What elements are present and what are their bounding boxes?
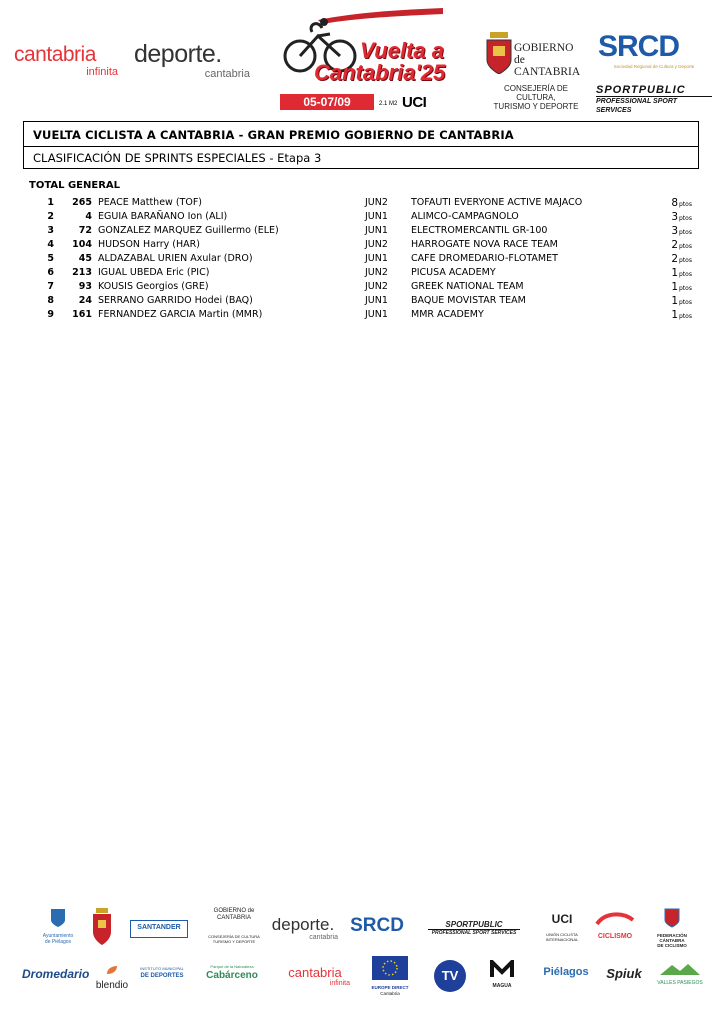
result-row: [0, 224, 724, 238]
rider-name-cell: SERRANO GARRIDO Hodei (BAQ): [98, 295, 253, 306]
pielagos-text: Piélagos: [543, 966, 589, 978]
srcd-footer-logo: [348, 914, 406, 938]
dorsal-cell: 104: [72, 239, 92, 250]
position-cell: 2: [47, 211, 54, 222]
uci-footer-logo: [540, 912, 584, 942]
team-cell: ALIMCO-CAMPAGNOLO: [411, 211, 519, 222]
uci-footer-line1: UCI: [551, 912, 573, 926]
position-cell: 3: [47, 225, 54, 236]
race-dates: 05-07/09: [280, 94, 374, 110]
dromedario-text: Dromedario: [22, 967, 90, 981]
position-cell: 7: [47, 281, 54, 292]
result-row: [0, 252, 724, 266]
points-cell: 8: [671, 197, 678, 209]
pielagos-logo: [538, 960, 594, 984]
cantabria-footer-logo: [280, 966, 350, 988]
tv-text: TV: [441, 968, 459, 983]
result-row: [0, 196, 724, 210]
escudo-icon: [92, 908, 112, 946]
sportpublic-logo: [596, 84, 712, 115]
dorsal-cell: 265: [72, 197, 92, 208]
category-cell: JUN2: [365, 267, 388, 278]
race-title-row: [24, 122, 698, 147]
magua-logo: [484, 960, 520, 989]
europe-line2: Cantabria: [380, 991, 400, 996]
category-cell: JUN2: [365, 239, 388, 250]
rider-name-cell: IGUAL UBEDA Eric (PIC): [98, 267, 210, 278]
pielagos-ayto-line2: de Piélagos: [44, 939, 72, 945]
fcc-shield-icon: [664, 908, 680, 928]
vuelta-title-line2: Cantabria'25: [314, 60, 446, 85]
race-category: 2.1 M2: [379, 101, 398, 107]
points-cell: 1: [671, 267, 678, 279]
team-cell: PICUSA ACADEMY: [411, 267, 496, 278]
category-cell: JUN1: [365, 309, 388, 320]
cantabria-infinita-logo: [14, 44, 124, 78]
deporte-footer-line2: cantabria: [309, 934, 338, 941]
result-row: [0, 266, 724, 280]
deporte-logo-text: deporte.: [134, 40, 222, 68]
valles-pasiegos-logo: [654, 962, 706, 987]
category-cell: JUN1: [365, 253, 388, 264]
ciclismo-logo: [592, 910, 638, 941]
sportpublic-subtext: PROFESSIONAL SPORT SERVICES: [596, 96, 712, 115]
rider-name-cell: KOUSIS Georgios (GRE): [98, 281, 209, 292]
result-row: [0, 294, 724, 308]
position-cell: 1: [47, 197, 54, 208]
category-cell: JUN1: [365, 295, 388, 306]
gobierno-text: [514, 42, 580, 78]
magua-text: MAGUA: [492, 983, 512, 989]
dorsal-cell: 45: [78, 253, 92, 264]
classification-title: CLASIFICACIÓN DE SPRINTS ESPECIALES - Etapa 3: [33, 151, 322, 165]
cantabria-footer-line2: infinita: [329, 980, 350, 987]
uci-footer-line2: UNIÓN CICLISTA INTERNACIONAL: [545, 932, 579, 942]
pielagos-ayto-logo: [36, 908, 80, 945]
rider-name-cell: ALDAZABAL URIEN Axular (DRO): [98, 253, 253, 264]
srcd-subtitle: Sociedad Regional de Cultura y Deporte: [613, 64, 695, 69]
points-cell: 1: [671, 309, 678, 321]
category-cell: JUN2: [365, 281, 388, 292]
dorsal-cell: 72: [78, 225, 92, 236]
pielagos-shield-icon: [50, 908, 66, 928]
spiuk-logo: [598, 966, 650, 982]
srcd-logo-text: [598, 30, 710, 64]
dorsal-cell: 93: [78, 281, 92, 292]
imd-line2: DE DEPORTES: [140, 973, 184, 979]
escudo-logo: [90, 908, 114, 951]
points-unit: ptos: [679, 243, 692, 250]
sportpublic-footer-line1: SPORTPUBLIC: [445, 920, 503, 929]
points-cell: 1: [671, 281, 678, 293]
gobierno-line1: GOBIERNO: [514, 42, 574, 54]
points-unit: ptos: [679, 313, 692, 320]
cabarceno-logo: [198, 964, 266, 982]
points-unit: ptos: [679, 215, 692, 222]
dorsal-cell: 4: [85, 211, 92, 222]
result-row: [0, 210, 724, 224]
vuelta-title-line1: Vuelta a: [360, 38, 444, 63]
category-cell: JUN1: [365, 225, 388, 236]
valles-mountains-icon: [660, 963, 700, 975]
dorsal-cell: 161: [72, 309, 92, 320]
gobierno-footer-logo: [206, 908, 262, 944]
title-box: [23, 121, 699, 169]
imd-line1: INSTITUTO MUNICIPAL: [140, 966, 184, 971]
deporte-cantabria-subtext: cantabria: [204, 68, 250, 80]
position-cell: 4: [47, 239, 54, 250]
category-cell: JUN1: [365, 211, 388, 222]
rider-name-cell: FERNANDEZ GARCIA Martin (MMR): [98, 309, 263, 320]
team-cell: HARROGATE NOVA RACE TEAM: [411, 239, 558, 250]
spiuk-text: Spiuk: [606, 966, 642, 981]
team-cell: ELECTROMERCANTIL GR-100: [411, 225, 548, 236]
deporte-footer-logo: [268, 916, 338, 942]
rider-name-cell: HUDSON Harry (HAR): [98, 239, 200, 250]
blendio-leaf-icon: [105, 965, 119, 975]
ciclismo-text: CICLISMO: [597, 933, 633, 940]
eu-flag-icon: [372, 956, 408, 980]
pielagos-ayto-line1: Ayuntamiento: [42, 933, 74, 939]
ciclismo-swoosh-icon: [595, 910, 635, 928]
position-cell: 9: [47, 309, 54, 320]
points-cell: 2: [671, 239, 678, 251]
sportpublic-footer-line2: PROFESSIONAL SPORT SERVICES: [428, 929, 520, 936]
result-row: [0, 308, 724, 322]
gobierno-line2: de: [514, 54, 525, 66]
result-row: [0, 238, 724, 252]
position-cell: 5: [47, 253, 54, 264]
srcd-footer-text: SRCD: [350, 915, 404, 936]
blendio-logo: [90, 962, 134, 992]
tv-logo: [434, 960, 466, 992]
fcc-line1: FEDERACIÓN CÁNTABRA: [657, 933, 687, 943]
position-cell: 6: [47, 267, 54, 278]
consejeria-line1: CONSEJERÍA DE CULTURA,: [503, 84, 568, 102]
team-cell: BAQUE MOVISTAR TEAM: [411, 295, 526, 306]
category-cell: JUN2: [365, 197, 388, 208]
position-cell: 8: [47, 295, 54, 306]
team-cell: MMR ACADEMY: [411, 309, 484, 320]
consejeria-line2: TURISMO Y DEPORTE: [493, 102, 579, 111]
rider-name-cell: EGUIA BARAÑANO Ion (ALI): [98, 211, 228, 222]
team-cell: CAFE DROMEDARIO-FLOTAMET: [411, 253, 558, 264]
gobierno-footer-line1: GOBIERNO de CANTABRIA: [213, 908, 255, 921]
cantabria-footer-line1: cantabria: [288, 965, 342, 980]
team-cell: GREEK NATIONAL TEAM: [411, 281, 524, 292]
points-unit: ptos: [679, 299, 692, 306]
europe-direct-logo: [368, 956, 412, 997]
result-row: [0, 280, 724, 294]
deporte-cantabria-logo: [134, 40, 258, 80]
sportpublic-text: SPORTPUBLIC: [596, 84, 686, 96]
dorsal-cell: 24: [78, 295, 92, 306]
sportpublic-footer-logo: [428, 920, 520, 936]
race-title: VUELTA CICLISTA A CANTABRIA - GRAN PREMIO GOBIERNO DE CANTABRIA: [33, 128, 514, 142]
rider-name-cell: PEACE Matthew (TOF): [98, 197, 202, 208]
cabarceno-line1: Cabárceno: [206, 970, 258, 981]
deporte-footer-line1: deporte.: [271, 915, 335, 934]
coat-of-arms-icon: [486, 32, 512, 74]
srcd-letters: SRCD: [598, 30, 680, 63]
valles-text: VALLES PASIEGOS: [657, 980, 703, 986]
fcc-logo: [644, 908, 700, 948]
cantabria-logo-text: cantabria: [14, 43, 96, 66]
points-cell: 1: [671, 295, 678, 307]
points-unit: ptos: [679, 201, 692, 208]
blendio-text: blendio: [95, 980, 129, 991]
gobierno-cantabria-logo: [484, 32, 588, 111]
gobierno-line3: CANTABRIA: [514, 66, 581, 78]
points-unit: ptos: [679, 257, 692, 264]
consejeria-text: [484, 84, 588, 111]
fcc-line2: DE CICLISMO: [657, 943, 687, 948]
dromedario-logo: [22, 966, 90, 982]
magua-m-icon: [490, 960, 514, 978]
imd-logo: [140, 966, 184, 980]
uci-logo-text: UCI: [402, 94, 427, 111]
section-heading: TOTAL GENERAL: [29, 180, 121, 191]
dorsal-cell: 213: [72, 267, 92, 278]
santander-text: SANTANDER: [137, 924, 181, 931]
santander-logo: [130, 920, 188, 938]
footer-sponsors: [0, 900, 724, 1020]
cabarceno-line2: Parque de la Naturaleza: [210, 964, 254, 969]
infinita-logo-text: infinita: [86, 66, 118, 78]
points-cell: 3: [671, 211, 678, 223]
vuelta-cantabria-logo: [278, 8, 448, 112]
gobierno-footer-line2: CONSEJERÍA DE CULTURA TURISMO Y DEPORTE: [208, 934, 260, 944]
points-unit: ptos: [679, 271, 692, 278]
europe-line1: EUROPE DIRECT: [371, 985, 409, 990]
points-cell: 3: [671, 225, 678, 237]
srcd-logo: [598, 30, 710, 74]
rider-name-cell: GONZALEZ MARQUEZ Guillermo (ELE): [98, 225, 279, 236]
points-unit: ptos: [679, 229, 692, 236]
points-unit: ptos: [679, 285, 692, 292]
team-cell: TOFAUTI EVERYONE ACTIVE MAJACO: [411, 197, 583, 208]
points-cell: 2: [671, 253, 678, 265]
